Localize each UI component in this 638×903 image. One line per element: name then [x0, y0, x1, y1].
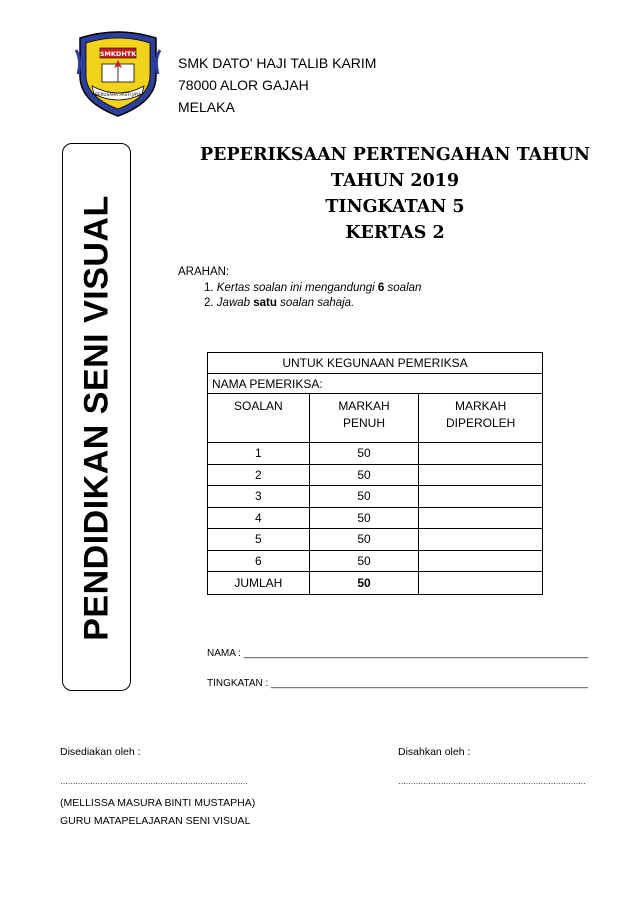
examiner-marks-table: [207, 352, 543, 595]
exam-title-block: [170, 142, 620, 246]
crest-motto-text: BERUSAHA PASTI JAYA: [94, 92, 142, 97]
instruction-1-count: 6: [377, 281, 385, 294]
full-marks: 50: [309, 550, 419, 572]
school-address: 78000 ALOR GAJAH: [178, 77, 309, 93]
obtained-marks: [419, 464, 543, 486]
question-number: 1: [208, 443, 310, 465]
question-number: 3: [208, 486, 310, 508]
obtained-marks: [419, 529, 543, 551]
table-row: [208, 507, 543, 529]
question-number: 2: [208, 464, 310, 486]
instruction-2-emphasis: satu: [253, 297, 277, 309]
table-row: [208, 550, 543, 572]
question-number: 5: [208, 529, 310, 551]
prepared-by-signature-line: …………………………………………………………………: [60, 777, 248, 786]
table-row: [208, 443, 543, 465]
full-marks: 50: [309, 464, 419, 486]
col-header-full-marks: MARKAH PENUH: [309, 394, 419, 443]
total-full-marks: 50: [309, 572, 419, 595]
obtained-marks: [419, 443, 543, 465]
approved-by-label: Disahkan oleh :: [398, 746, 471, 758]
exam-paper: KERTAS 2: [345, 223, 445, 243]
total-label: JUMLAH: [208, 572, 310, 595]
total-row: [208, 572, 543, 595]
full-marks: 50: [309, 529, 419, 551]
approved-by-signature-line: …………………………………………………………………: [398, 777, 586, 786]
table-row: [208, 529, 543, 551]
obtained-marks: [419, 486, 543, 508]
table-row: [208, 464, 543, 486]
exam-year: TAHUN 2019: [330, 171, 460, 191]
prepared-by-label: Disediakan oleh :: [60, 746, 141, 758]
student-form-line: TINGKATAN : _________________________________________________________: [207, 678, 589, 689]
total-obtained-marks: [419, 572, 543, 595]
full-marks: 50: [309, 486, 419, 508]
teacher-name: (MELLISSA MASURA BINTI MUSTAPHA): [60, 797, 256, 809]
obtained-marks: [419, 550, 543, 572]
col-header-obtained-marks: MARKAH DIPEROLEH: [419, 394, 543, 443]
table-row: [208, 486, 543, 508]
student-name-line: NAMA : ______________________________________________________________: [207, 648, 589, 659]
school-name: SMK DATO' HAJI TALIB KARIM: [178, 55, 377, 71]
question-number: 6: [208, 550, 310, 572]
crest-top-text: SMKDHTK: [99, 50, 137, 58]
instruction-item-2: [178, 296, 421, 312]
col-header-question: SOALAN: [208, 394, 310, 443]
instruction-2-number: 2.: [204, 297, 214, 309]
full-marks: 50: [309, 443, 419, 465]
school-crest-logo: [74, 30, 162, 118]
examiner-name-field: NAMA PEMERIKSA:: [208, 374, 543, 394]
school-header: [178, 52, 376, 118]
full-marks: 50: [309, 507, 419, 529]
teacher-role: GURU MATAPELAJARAN SENI VISUAL: [60, 815, 251, 827]
obtained-marks: [419, 507, 543, 529]
exam-title: PEPERIKSAAN PERTENGAHAN TAHUN: [199, 145, 591, 165]
instruction-1-suffix: soalan: [387, 281, 422, 294]
subject-vertical-label: PENDIDIKAN SENI VISUAL: [77, 195, 116, 641]
question-number: 4: [208, 507, 310, 529]
instruction-1-text: Kertas soalan ini mengandungi: [216, 281, 375, 294]
instructions-heading: ARAHAN:: [178, 266, 230, 278]
instructions: [178, 265, 421, 312]
instruction-item-1: [178, 281, 421, 297]
instruction-1-number: 1.: [204, 281, 214, 294]
school-state: MELAKA: [178, 99, 235, 115]
exam-form: TINGKATAN 5: [325, 197, 465, 217]
instruction-2-suffix: soalan sahaja.: [280, 297, 355, 309]
instruction-2-text: Jawab: [216, 297, 251, 309]
marks-table-title: UNTUK KEGUNAAN PEMERIKSA: [208, 353, 543, 374]
